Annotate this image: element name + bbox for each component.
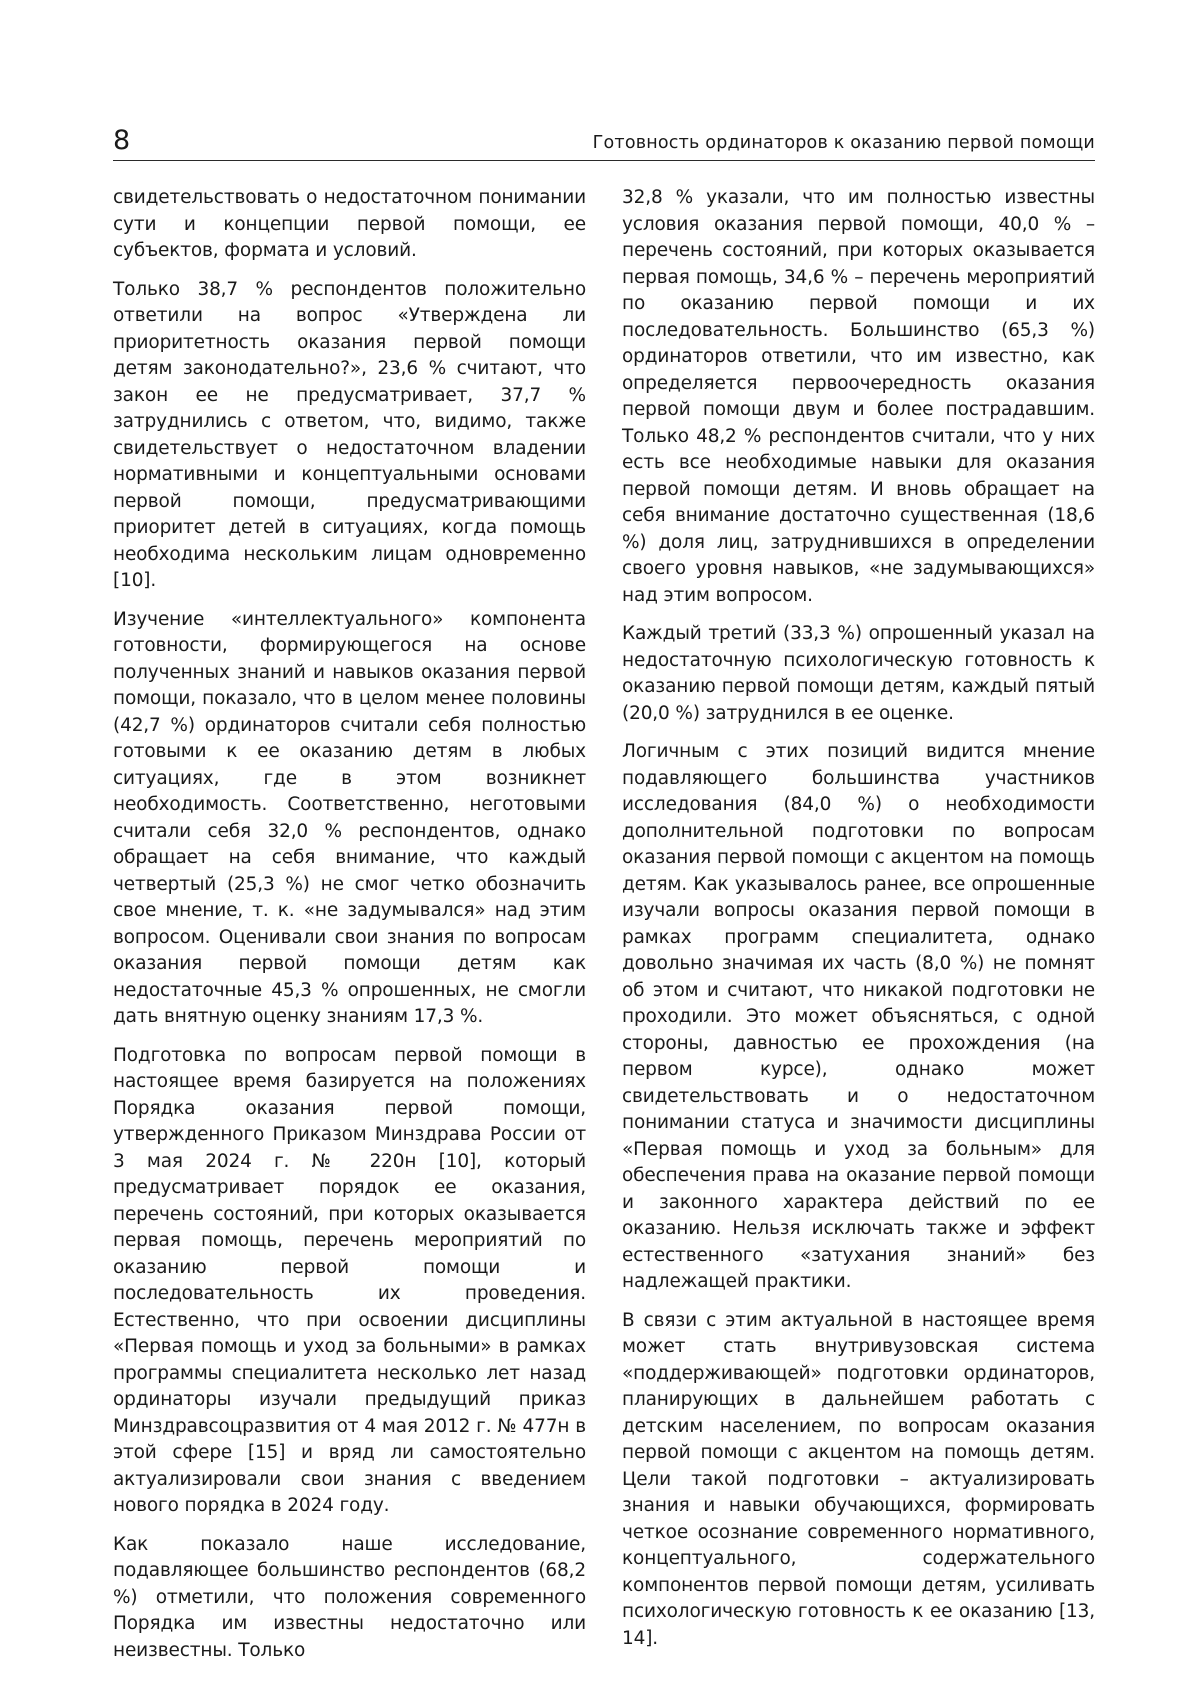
paragraph: Логичным с этих позиций видится мнение подавляющего большинства участников исследования (84,0 %) о необходимости дополнительной подготовки по вопросам оказания первой помощи с акцентом на помощь детям. Как указывалось ранее, все опрошенные изучали вопросы оказания первой помощи в рамках программ специалитета, однако довольно значимая их часть (8,0 %) не помнят об этом и считают, что никакой подготовки не проходили. Это может объясняться, с одной стороны, давностью ее прохождения (на первом курсе), однако может свидетельствовать и о недостаточном понимании статуса и значимости дисциплины «Первая помощь и уход за больным» для обеспечения права на оказание первой помощи и законного характера действий по ее оказанию. Нельзя исключать также и эффект естественного «затухания знаний» без надлежащей практики. <box>622 741 1095 1292</box>
paragraph: свидетельствовать о недостаточном понимании сути и концепции первой помощи, ее субъектов, формата и условий. <box>113 187 586 261</box>
right-column <box>622 185 1095 1664</box>
paragraph: Каждый третий (33,3 %) опрошенный указал на недостаточную психологическую готовность к оказанию первой помощи детям, каждый пятый (20,0 %) затруднился в ее оценке. <box>622 623 1095 724</box>
page-number: 8 <box>113 125 131 156</box>
running-title: Готовность ординаторов к оказанию первой помощи <box>592 133 1095 153</box>
paragraph: В связи с этим актуальной в настоящее время может стать внутривузовская система «поддерживающей» подготовки ординаторов, планирующих в дальнейшем работать с детским населением, по вопросам оказания первой помощи с акцентом на помощь детям. Цели такой подготовки – актуализировать знания и навыки обучающихся, формировать четкое осознание современного нормативного, концептуального, содержательного компонентов первой помощи детям, усиливать психологическую готовность к ее оказанию [13, 14]. <box>622 1309 1095 1649</box>
paragraph: Как показало наше исследование, подавляющее большинство респондентов (68,2 %) отметили, что положения современного Порядка им известны недостаточно или неизвестны. Только <box>113 1533 586 1661</box>
left-column <box>113 185 586 1676</box>
paragraph: Только 38,7 % респондентов положительно ответили на вопрос «Утверждена ли приоритетность оказания первой помощи детям законодательно?», 23,6 % считают, что закон ее не предусматривает, 37,7 % затруднились с ответом, что, видимо, также свидетельствует о недостаточном владении нормативными и концептуальными основами первой помощи, предусматривающими приоритет детей в ситуациях, когда помощь необходима нескольким лицам одновременно [10]. <box>113 278 586 591</box>
page-header <box>113 125 1095 165</box>
paragraph: 32,8 % указали, что им полностью известны условия оказания первой помощи, 40,0 % – перечень состояний, при которых оказывается первая помощь, 34,6 % – перечень мероприятий по оказанию первой помощи и их последовательность. Большинство (65,3 %) ординаторов ответили, что им известно, как определяется первоочередность оказания первой помощи двум и более пострадавшим. Только 48,2 % респондентов считали, что у них есть все необходимые навыки для оказания первой помощи детям. И вновь обращает на себя внимание достаточно существенная (18,6 %) доля лиц, затруднившихся в определении своего уровня навыков, «не задумывающихся» над этим вопросом. <box>622 187 1095 606</box>
header-rule <box>113 160 1095 161</box>
paragraph: Изучение «интеллектуального» компонента готовности, формирующегося на основе полученных знаний и навыков оказания первой помощи, показало, что в целом менее половины (42,7 %) ординаторов считали себя полностью готовыми к ее оказанию детям в любых ситуациях, где в этом возникнет необходимость. Соответственно, неготовыми считали себя 32,0 % респондентов, однако обращает на себя внимание, что каждый четвертый (25,3 %) не смог четко обозначить свое мнение, т. к. «не задумывался» над этим вопросом. Оценивали свои знания по вопросам оказания первой помощи детям как недостаточные 45,3 % опрошенных, не смогли дать внятную оценку знаниям 17,3 %. <box>113 608 586 1027</box>
paragraph: Подготовка по вопросам первой помощи в настоящее время базируется на положениях Порядка оказания первой помощи, утвержденного Приказом Минздрава России от 3 мая 2024 г. № 220н [10], который предусматривает порядок ее оказания, перечень состояний, при которых оказывается первая помощь, перечень мероприятий по оказанию первой помощи и последовательность их проведения. Естественно, что при освоении дисциплины «Первая помощь и уход за больными» в рамках программы специалитета несколько лет назад ординаторы изучали предыдущий приказ Минздравсоцразвития от 4 мая 2012 г. № 477н в этой сфере [15] и вряд ли самостоятельно актуализировали свои знания с введением нового порядка в 2024 году. <box>113 1044 586 1516</box>
